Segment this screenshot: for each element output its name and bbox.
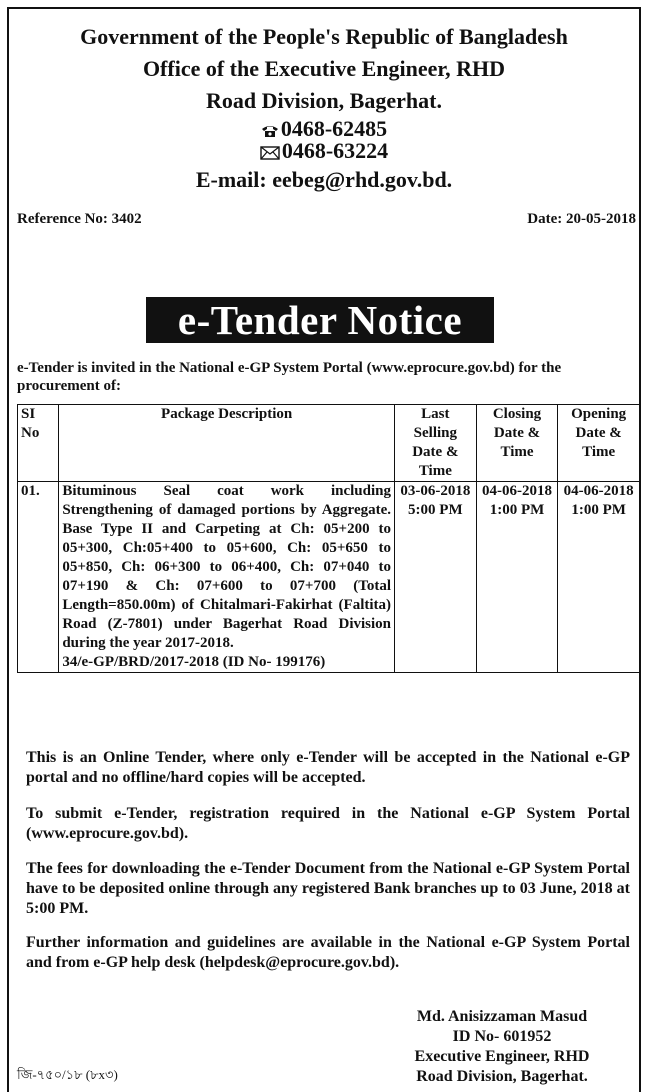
office-title: Office of the Executive Engineer, RHD xyxy=(142,56,506,81)
tender-banner: e-Tender Notice xyxy=(146,297,494,343)
further-info-paragraph: Further information and guidelines are available in the National e-GP System Portal and from e-GP help desk (helpdesk@eprocure.gov.bd). xyxy=(26,934,630,971)
signatory-id: ID No- 601952 xyxy=(452,1028,552,1045)
row-closing: 04-06-2018 1:00 PM xyxy=(476,482,558,673)
intro-text: e-Tender is invited in the National e-GP System Portal (www.eprocure.gov.bd) for the procurement of: xyxy=(17,360,562,394)
online-tender-paragraph: This is an Online Tender, where only e-Tender will be accepted in the National e-GP portal and no offline/hard copies will be accepted. xyxy=(26,749,630,786)
registration-paragraph: To submit e-Tender, registration required in the National e-GP System Portal (www.eprocure.gov.bd). xyxy=(26,805,630,842)
fax-number: 0468-63224 xyxy=(281,138,389,163)
signatory-office: Road Division, Bagerhat. xyxy=(416,1068,588,1085)
description-text: Bituminous Seal coat work including Strengthening of damaged portions by Aggregate. Base Type II and Carpeting at Ch: 05+200 to 05+300, Ch:05+400 to 05+600, Ch: 05+650 to 05+850, Ch: 06+300 to 06+400, Ch: 07+040 to 07+190 & Ch: 07+600 to 07+700 (Total Length=850.00m) of Chitalmari-Fakirhat (Faltita) Road (Z-7801) under Bagerhat Road Division during the year 2017-2018. xyxy=(62,483,392,651)
notice-date: Date: 20-05-2018 xyxy=(527,211,636,227)
row-opening: 04-06-2018 1:00 PM xyxy=(558,482,640,673)
signatory-title: Executive Engineer, RHD xyxy=(414,1048,590,1065)
phone-number: 0468-62485 xyxy=(280,116,388,141)
row-sl: 01. xyxy=(18,482,59,673)
header-sl: SI No xyxy=(18,405,59,482)
package-id: 34/e-GP/BRD/2017-2018 (ID No- 199176) xyxy=(62,654,326,670)
table-row xyxy=(18,482,640,673)
header-closing: Closing Date & Time xyxy=(476,405,558,482)
fax-line xyxy=(0,138,648,166)
division-title: Road Division, Bagerhat. xyxy=(206,88,442,113)
header-description: Package Description xyxy=(59,405,395,482)
envelope-icon xyxy=(260,140,280,166)
header-opening: Opening Date & Time xyxy=(558,405,640,482)
row-description xyxy=(59,482,395,673)
table-header-row xyxy=(18,405,640,482)
email-line: E-mail: eebeg@rhd.gov.bd. xyxy=(195,167,453,192)
signature-block xyxy=(372,1007,632,1087)
government-title: Government of the People's Republic of Bangladesh xyxy=(80,24,568,49)
signatory-name: Md. Anisizzaman Masud xyxy=(416,1008,588,1025)
footer-code: জি-৭৫০/১৮ (৮x৩) xyxy=(17,1067,118,1082)
fees-paragraph: The fees for downloading the e-Tender Document from the National e-GP System Portal have to be deposited online through any registered Bank branches up to 03 June, 2018 at 5:00 PM. xyxy=(26,860,630,917)
reference-number: Reference No: 3402 xyxy=(17,211,142,227)
tender-table xyxy=(17,404,640,673)
header-last-selling: Last Selling Date & Time xyxy=(395,405,477,482)
row-last-selling: 03-06-2018 5:00 PM xyxy=(395,482,477,673)
